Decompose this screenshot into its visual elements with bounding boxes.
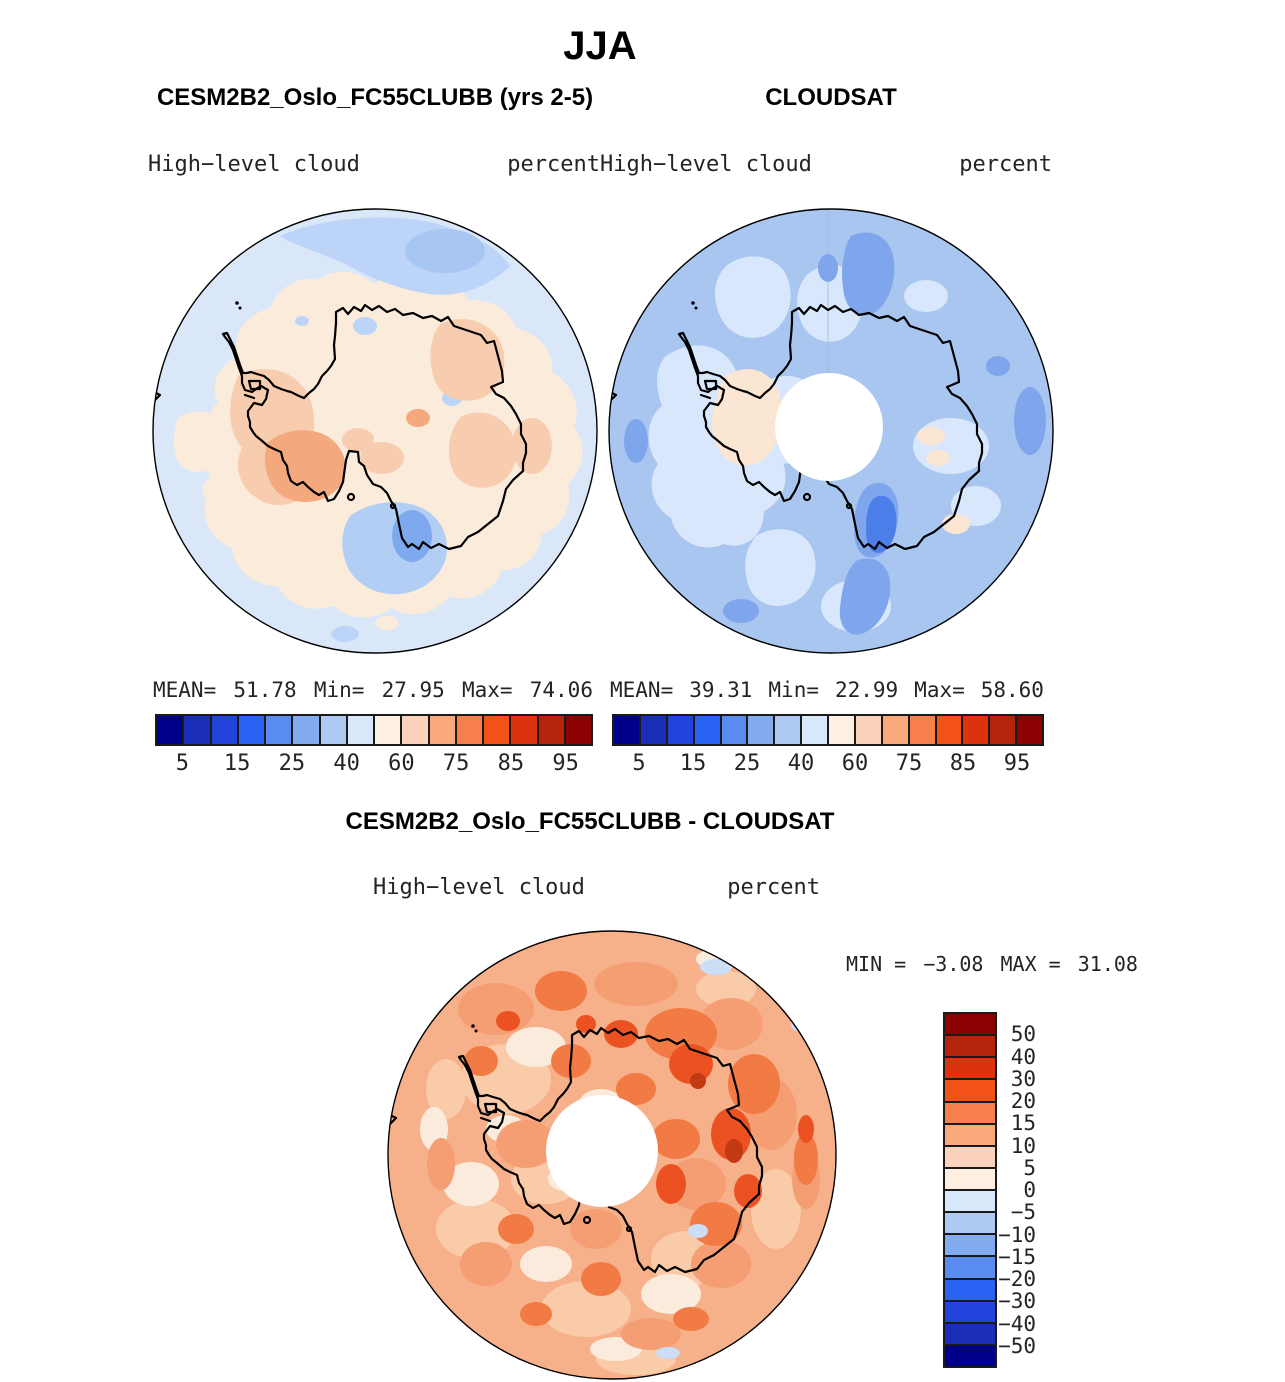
- colorbar-cell: [668, 716, 695, 744]
- obs-variable-row: [600, 152, 1052, 177]
- tick-label: 85: [497, 751, 525, 776]
- diff-units-label: percent: [727, 875, 820, 900]
- tick-label: 15: [1010, 1111, 1036, 1136]
- tick-label: −20: [998, 1267, 1036, 1291]
- model-map: [150, 206, 600, 656]
- tick-label: 25: [733, 751, 761, 776]
- diff-map: [386, 929, 838, 1381]
- diff-pole-data-hole: [546, 1095, 658, 1207]
- colorbar-cell: [184, 716, 211, 744]
- diff-max-value: 31.08: [1077, 952, 1138, 976]
- model-mean-label: MEAN=: [153, 678, 217, 702]
- diff-min-label: MIN =: [846, 952, 907, 976]
- colorbar-cell: [511, 716, 538, 744]
- colorbar-cell: [937, 716, 964, 744]
- diff-variable-label: High−level cloud: [373, 875, 585, 900]
- obs-min-label: Min=: [768, 678, 819, 702]
- diff-variable-row: [373, 875, 820, 900]
- colorbar-cell: [641, 716, 668, 744]
- tick-label: 50: [1010, 1022, 1036, 1047]
- obs-mean-value: 39.31: [689, 678, 753, 702]
- model-mean-value: 51.78: [233, 678, 297, 702]
- colorbar-cell: [348, 716, 375, 744]
- model-variable-label: High−level cloud: [148, 152, 360, 177]
- model-min-value: 27.95: [381, 678, 445, 702]
- tick-label: 40: [333, 751, 360, 776]
- obs-colorbar: [612, 714, 1044, 746]
- obs-max-value: 58.60: [980, 678, 1044, 702]
- colorbar-cell: [566, 716, 591, 744]
- model-min-label: Min=: [313, 678, 365, 702]
- tick-label: 5: [175, 751, 189, 776]
- colorbar-cell: [484, 716, 511, 744]
- model-units-label: percent: [507, 152, 600, 177]
- obs-panel-title: CLOUDSAT: [765, 84, 897, 111]
- colorbar-cell: [856, 716, 883, 744]
- model-max-value: 74.06: [529, 678, 593, 702]
- model-panel-title: CESM2B2_Oslo_FC55CLUBB (yrs 2-5): [156, 84, 594, 111]
- colorbar-cell: [212, 716, 239, 744]
- tick-label: −40: [998, 1311, 1036, 1336]
- obs-stats-row: [610, 678, 1044, 702]
- tick-label: 60: [841, 751, 869, 776]
- diff-min-value: −3.08: [923, 952, 984, 976]
- tick-label: 95: [552, 751, 579, 776]
- tick-label: 75: [895, 751, 923, 776]
- tick-label: 15: [223, 751, 251, 776]
- model-colorbar: [155, 714, 593, 746]
- obs-max-label: Max=: [914, 678, 965, 702]
- tick-label: 40: [1010, 1044, 1036, 1069]
- colorbar-cell: [539, 716, 566, 744]
- tick-label: 95: [1003, 751, 1031, 776]
- tick-label: 60: [388, 751, 415, 776]
- tick-label: −5: [1010, 1200, 1036, 1225]
- colorbar-cell: [321, 716, 348, 744]
- colorbar-cell: [963, 716, 990, 744]
- tick-label: 10: [1010, 1133, 1036, 1158]
- colorbar-cell: [293, 716, 320, 744]
- tick-label: 5: [1023, 1155, 1036, 1180]
- obs-pole-data-hole: [775, 373, 883, 481]
- tick-label: 85: [949, 751, 977, 776]
- colorbar-cell: [375, 716, 402, 744]
- diff-max-label: MAX =: [1000, 952, 1061, 976]
- diff-panel-title: CESM2B2_Oslo_FC55CLUBB - CLOUDSAT: [345, 808, 835, 835]
- obs-mean-label: MEAN=: [610, 678, 674, 702]
- diff-colorbar-ticks: [976, 1012, 1036, 1368]
- tick-label: 5: [632, 751, 646, 776]
- model-stats-row: [153, 678, 593, 702]
- tick-label: 75: [442, 751, 470, 776]
- tick-label: −15: [998, 1244, 1036, 1269]
- tick-label: 25: [278, 751, 306, 776]
- colorbar-cell: [829, 716, 856, 744]
- tick-label: 15: [679, 751, 707, 776]
- obs-map: [606, 206, 1056, 656]
- tick-label: 20: [1010, 1089, 1036, 1113]
- tick-label: 40: [787, 751, 815, 776]
- tick-label: −30: [998, 1289, 1036, 1314]
- colorbar-cell: [402, 716, 429, 744]
- model-max-label: Max=: [461, 678, 513, 702]
- model-colorbar-ticks: [155, 751, 593, 777]
- colorbar-cell: [883, 716, 910, 744]
- colorbar-cell: [157, 716, 184, 744]
- tick-label: 0: [1023, 1178, 1036, 1202]
- colorbar-cell: [430, 716, 457, 744]
- colorbar-cell: [457, 716, 484, 744]
- colorbar-cell: [695, 716, 722, 744]
- colorbar-cell: [802, 716, 829, 744]
- colorbar-cell: [1017, 716, 1042, 744]
- model-variable-row: [148, 152, 600, 177]
- colorbar-cell: [748, 716, 775, 744]
- tick-label: −50: [998, 1333, 1036, 1358]
- obs-min-value: 22.99: [834, 678, 899, 702]
- obs-variable-label: High−level cloud: [600, 152, 812, 177]
- obs-colorbar-ticks: [612, 751, 1044, 777]
- obs-units-label: percent: [959, 152, 1052, 177]
- colorbar-cell: [614, 716, 641, 744]
- colorbar-cell: [266, 716, 293, 744]
- tick-label: −10: [998, 1222, 1036, 1247]
- season-title: JJA: [563, 24, 637, 68]
- colorbar-cell: [722, 716, 749, 744]
- colorbar-cell: [775, 716, 802, 744]
- tick-label: 30: [1010, 1066, 1036, 1091]
- colorbar-cell: [990, 716, 1017, 744]
- colorbar-cell: [239, 716, 266, 744]
- diff-minmax-row: [846, 952, 1138, 976]
- colorbar-cell: [910, 716, 937, 744]
